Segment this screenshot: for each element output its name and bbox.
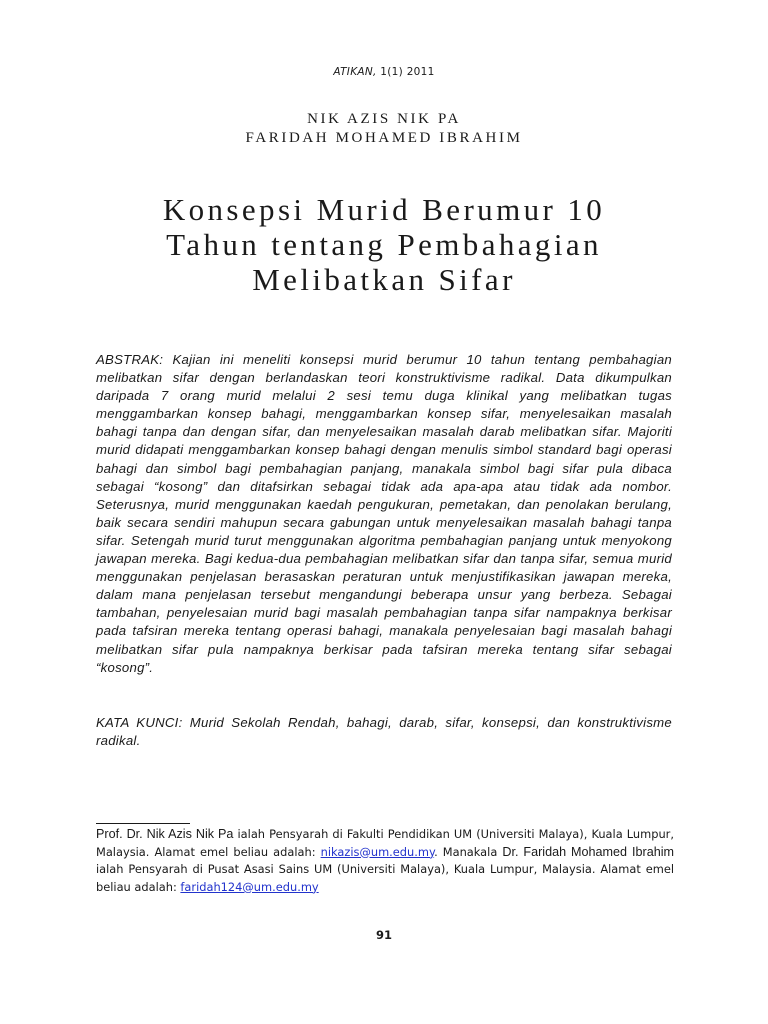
email-link-2[interactable]: faridah124@um.edu.my: [180, 879, 319, 894]
author-footnote: [96, 826, 674, 896]
title-line-1: Konsepsi Murid Berumur 10: [162, 192, 606, 227]
page-number: 91: [375, 928, 392, 942]
footnote-divider: [96, 823, 190, 824]
author-list: [0, 110, 768, 148]
footnote-author-1: Prof. Dr. Nik Azis Nik Pa: [96, 827, 234, 841]
title-line-2: Tahun tentang Pembahagian: [166, 227, 602, 262]
author-1: NIK AZIS NIK PA: [307, 111, 461, 127]
article-title: [40, 192, 728, 297]
author-2: FARIDAH MOHAMED IBRAHIM: [245, 130, 523, 146]
email-link-1[interactable]: nikazis@um.edu.my: [320, 844, 435, 859]
volume-issue: 1(1) 2011: [380, 66, 435, 78]
keywords-paragraph: KATA KUNCI: Murid Sekolah Rendah, bahagi, darab, sifar, konsepsi, dan konstruktivisme radikal.: [96, 715, 672, 749]
footnote-text-3: ialah Pensyarah di Pusat Asasi Sains UM (Universiti Malaya), Kuala Lumpur, Malaysia. Alamat emel beliau adalah:: [96, 862, 674, 894]
journal-name: ATIKAN,: [333, 66, 377, 78]
running-header: [0, 66, 768, 78]
abstract-paragraph: ABSTRAK: Kajian ini meneliti konsepsi murid berumur 10 tahun tentang pembahagian melibatkan sifar dengan berlandaskan teori konstruktivisme radikal. Data dikumpulkan daripada 7 orang murid melalui 2 sesi temu duga klinikal yang melibatkan tugas menggambarkan konsep bahagi, menggambarkan konsep sifar, menyelesaikan masalah bahagi tanpa dan dengan sifar, dan menyelesaikan masalah darab melibatkan sifar. Majoriti murid didapati menggambarkan konsep bahagi dengan menulis simbol standard bagi operasi bahagi dan simbol bagi pembahagian panjang, manakala simbol bagi sifar pula dibaca sebagai “kosong” dan ditafsirkan sebagai tidak ada apa-apa atau tidak ada nombor. Seterusnya, murid menggunakan kaedah pengukuran, pemetakan, dan penolakan berulang, baik secara sendiri mahupun secara gabungan untuk menyelesaikan masalah bahagi tanpa sifar. Setengah murid turut menggunakan algoritma pembahagian panjang untuk menyokong jawapan mereka. Bagi kedua-dua pembahagian melibatkan sifar dan tanpa sifar, semua murid menggunakan penjelasan berasaskan peraturan untuk menjustifikasikan jawapan mereka, dalam mana penjelasan tersebut mengandungi beberapa unsur yang berbeza. Sebagai tambahan, penyelesaian murid bagi masalah pembahagian tanpa sifar nampaknya berkisar pada tafsiran mereka tentang operasi bahagi, manakala penyelesaian bagi masalah bahagi melibatkan sifar pula nampaknya berkisar pada tafsiran mereka tentang sifar sebagai “kosong”.: [96, 352, 672, 675]
title-line-3: Melibatkan Sifar: [252, 262, 516, 297]
footnote-text-2: . Manakala: [434, 844, 503, 859]
footnote-text-1: ialah Pensyarah di Fakulti Pendidikan UM (Universiti Malaya), Kuala Lumpur, Malaysia. Alamat emel beliau adalah:: [96, 827, 674, 859]
footnote-author-2: Dr. Faridah Mohamed Ibrahim: [502, 844, 674, 859]
